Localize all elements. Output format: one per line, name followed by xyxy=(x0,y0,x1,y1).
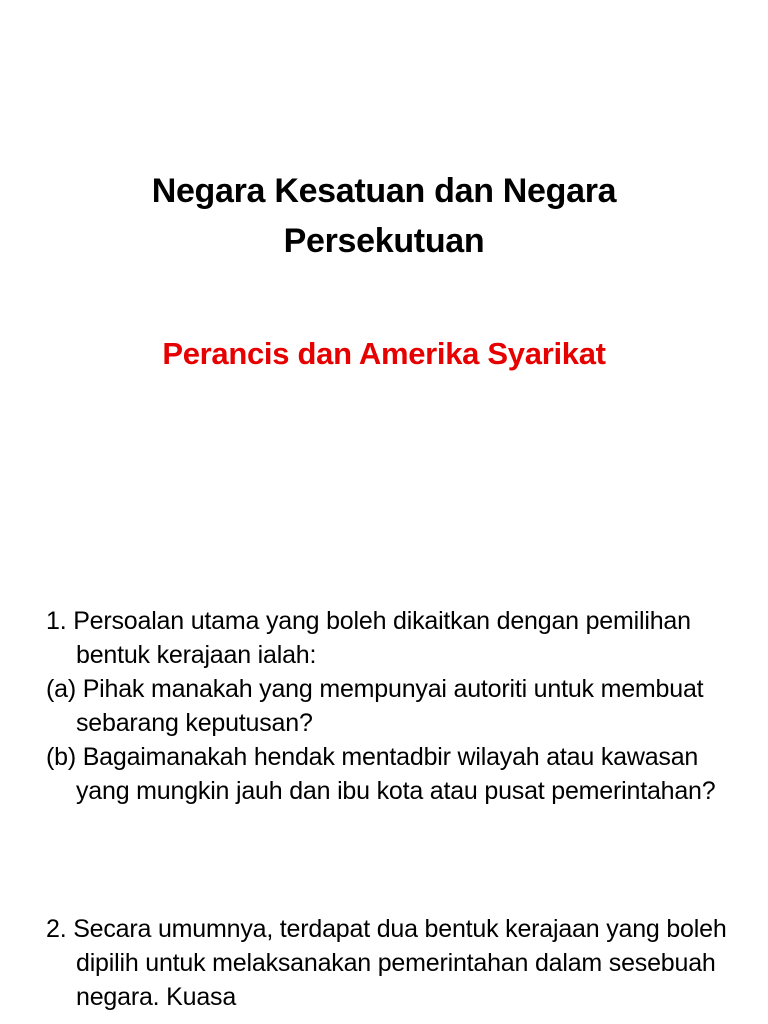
paragraph-a: (a) Pihak manakah yang mempunyai autoriti untuk membuat sebarang keputusan? xyxy=(46,675,704,737)
paragraph-b: (b) Bagaimanakah hendak mentadbir wilayah atau kawasan yang mungkin jauh dan ibu kota atau pusat pemerintahan? xyxy=(46,743,716,805)
content-block-2 xyxy=(46,912,736,1014)
slide-title-line-2: Persekutuan xyxy=(283,222,485,260)
slide-subtitle: Perancis dan Amerika Syarikat xyxy=(162,336,606,371)
paragraph-1: 1. Persoalan utama yang boleh dikaitkan dengan pemilihan bentuk kerajaan ialah: xyxy=(46,607,691,669)
slide-title-line-1: Negara Kesatuan dan Negara xyxy=(151,172,617,210)
slide-title xyxy=(0,166,768,266)
paragraph-2: 2. Secara umumnya, terdapat dua bentuk kerajaan yang boleh dipilih untuk melaksanakan pemerintahan dalam sesebuah negara. Kuasa xyxy=(46,915,727,1011)
content-block-1 xyxy=(46,604,736,808)
